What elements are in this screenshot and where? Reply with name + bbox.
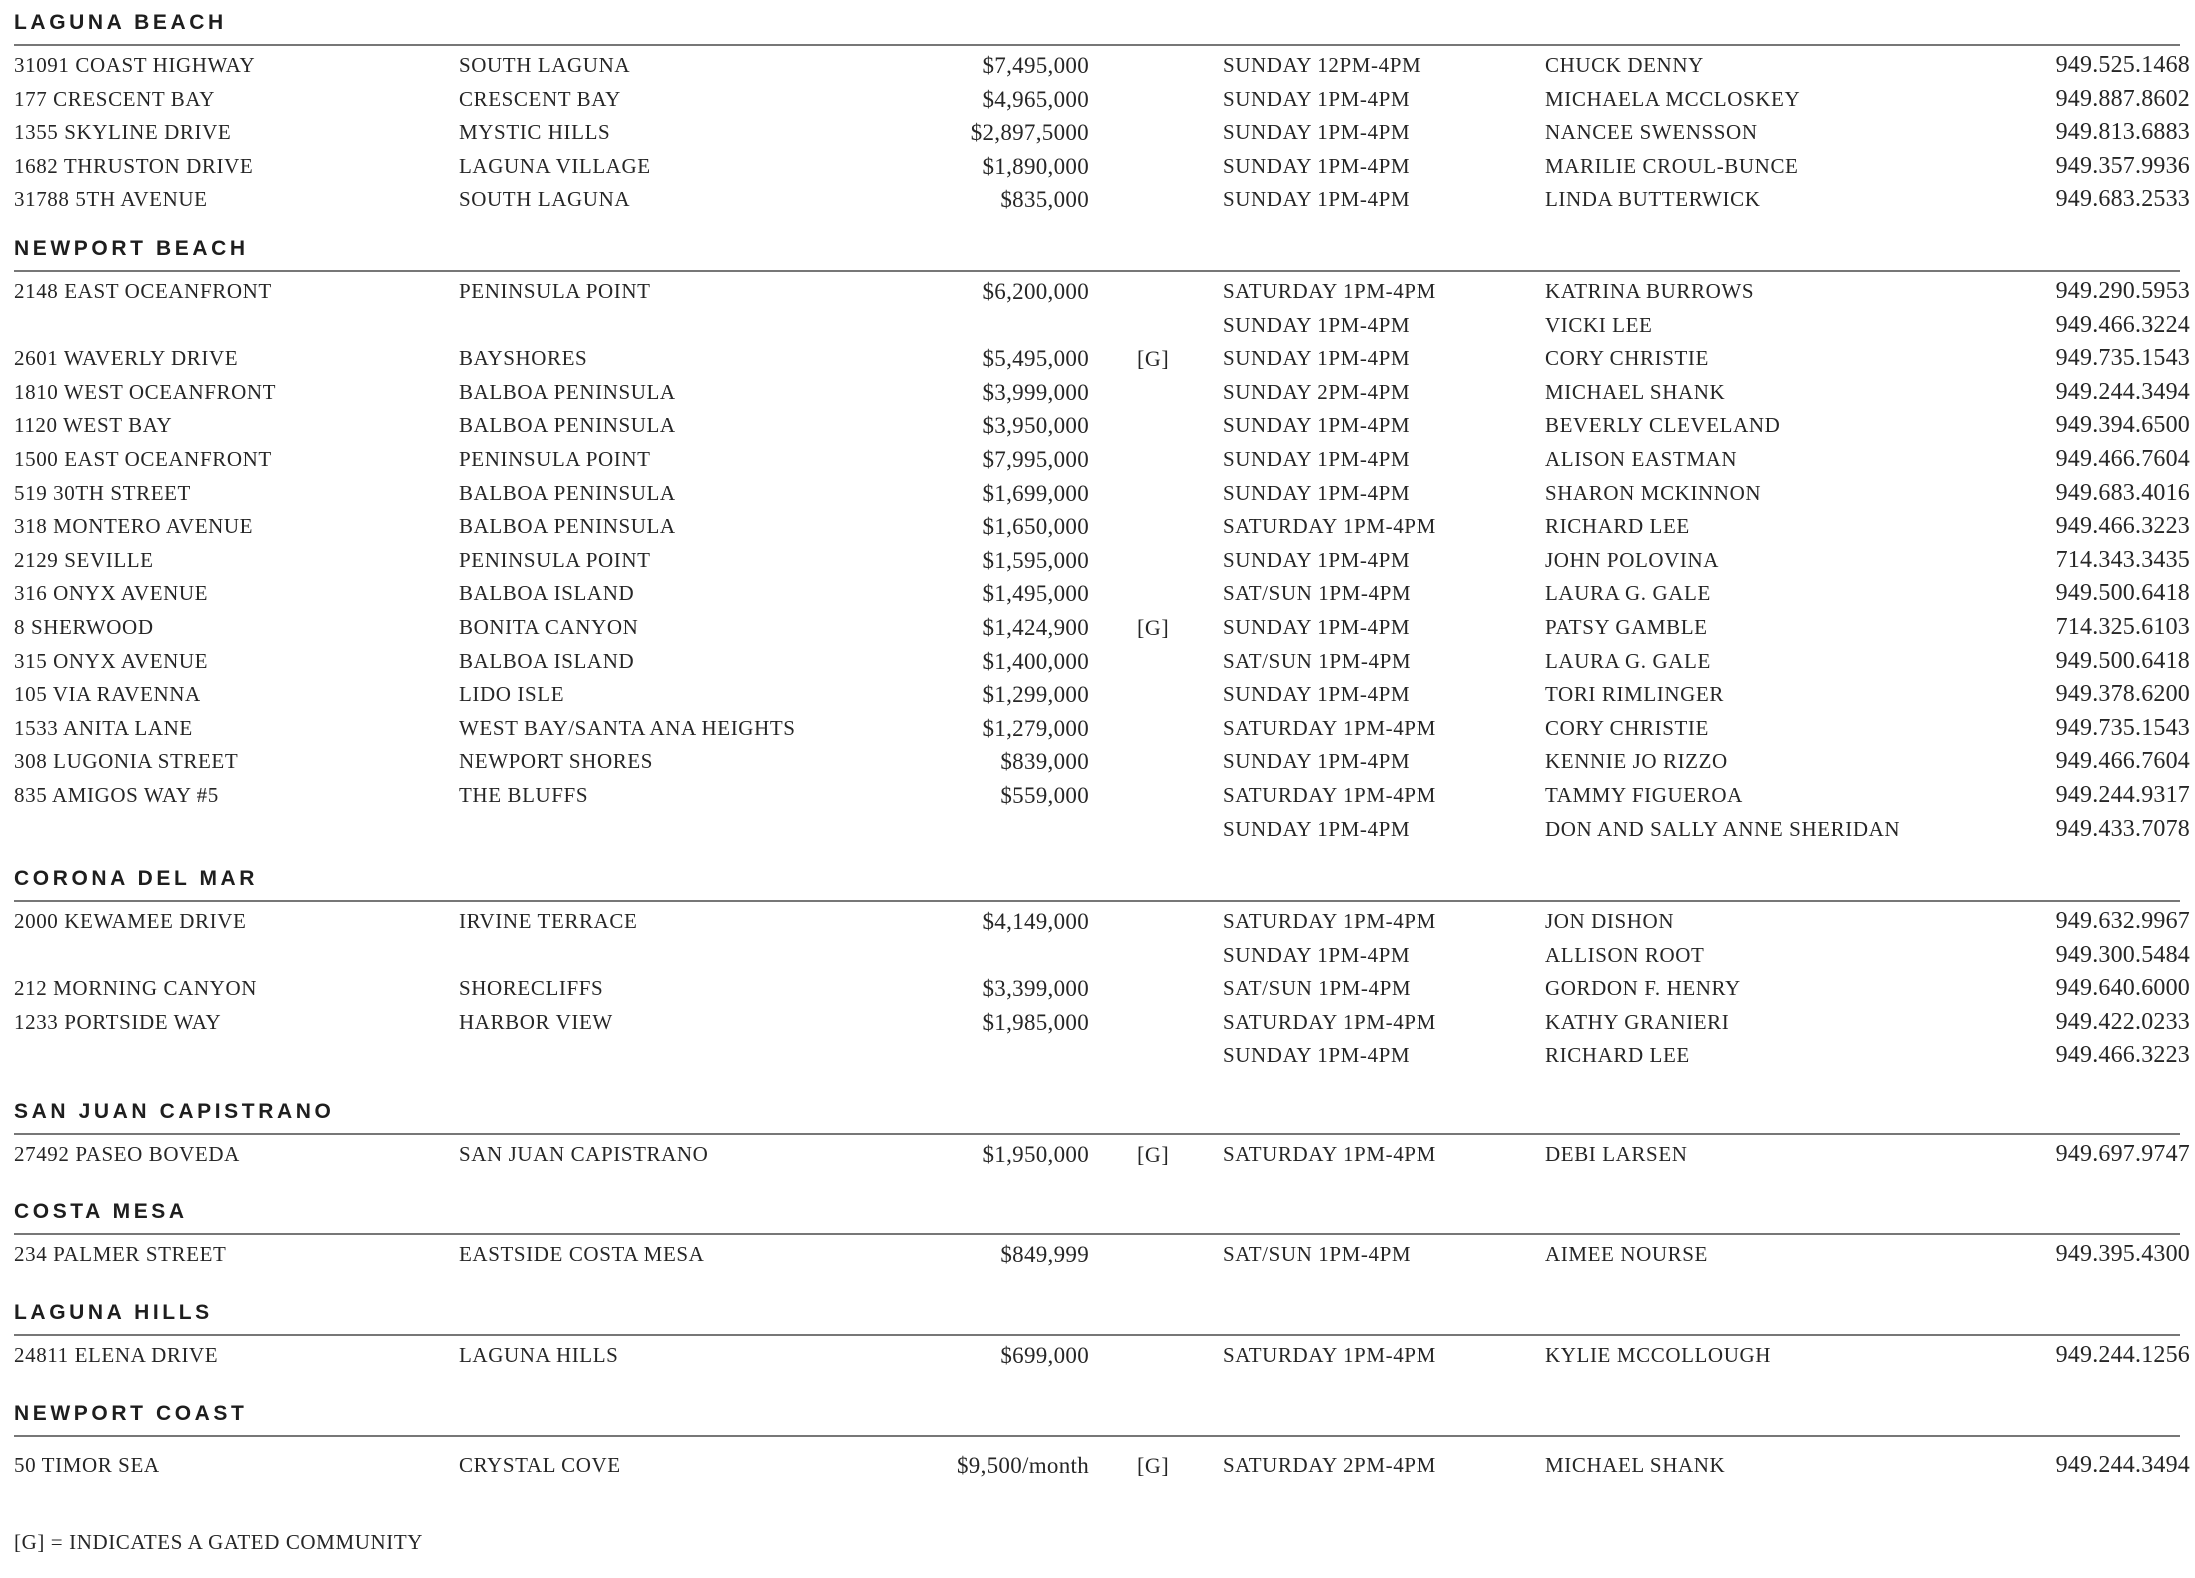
agent-name-cell: GORDON F. HENRY	[1545, 976, 1741, 1001]
listing-row	[14, 544, 2190, 577]
agent-name-cell: DEBI LARSEN	[1545, 1142, 1688, 1166]
agent-phone-cell: 949.422.0233	[2055, 1008, 2190, 1035]
price-cell: $3,999,000	[982, 379, 1089, 405]
agent-name-cell: LAURA G. GALE	[1545, 581, 1711, 606]
price-cell: $5,495,000	[982, 346, 1089, 372]
listing-row	[14, 1138, 2190, 1171]
agent-phone-cell: 949.300.5484	[2055, 941, 2190, 968]
open-house-time-cell: SUNDAY 1PM-4PM	[1223, 447, 1411, 471]
neighborhood-cell: BALBOA ISLAND	[459, 581, 635, 606]
price-cell: $4,149,000	[982, 909, 1089, 934]
neighborhood-cell: SAN JUAN CAPISTRANO	[459, 1142, 709, 1166]
address-cell: 2601 WAVERLY DRIVE	[14, 346, 239, 371]
listing-row	[14, 477, 2190, 510]
address-cell: 1500 EAST OCEANFRONT	[14, 447, 272, 471]
neighborhood-cell: HARBOR VIEW	[459, 1009, 613, 1034]
section-title: LAGUNA HILLS	[14, 1301, 213, 1324]
listing-row	[14, 905, 2190, 938]
address-cell: 315 ONYX AVENUE	[14, 648, 209, 673]
agent-phone-cell: 949.395.4300	[2055, 1241, 2190, 1267]
open-house-time-cell: SUNDAY 1PM-4PM	[1223, 682, 1411, 707]
neighborhood-cell: THE BLUFFS	[459, 783, 589, 807]
address-cell: 1355 SKYLINE DRIVE	[14, 120, 232, 145]
agent-phone-cell: 949.466.3223	[2055, 1042, 2190, 1069]
open-house-time-cell: SATURDAY 1PM-4PM	[1223, 1142, 1436, 1166]
gated-community-legend: [G] = INDICATES A GATED COMMUNITY	[14, 1530, 424, 1554]
section-divider	[14, 1334, 2180, 1336]
listing-row	[14, 183, 2190, 216]
address-cell: 318 MONTERO AVENUE	[14, 514, 254, 539]
agent-phone-cell: 949.244.3494	[2055, 1452, 2190, 1478]
agent-phone-cell: 949.500.6418	[2055, 647, 2190, 674]
price-cell: $7,995,000	[982, 447, 1089, 472]
section-title: NEWPORT COAST	[14, 1402, 248, 1425]
address-cell: 1233 PORTSIDE WAY	[14, 1009, 222, 1034]
price-cell: $1,495,000	[982, 581, 1089, 607]
agent-name-cell: VICKI LEE	[1545, 312, 1653, 337]
agent-phone-cell: 949.378.6200	[2055, 681, 2190, 708]
neighborhood-cell: IRVINE TERRACE	[459, 909, 638, 933]
agent-name-cell: NANCEE SWENSSON	[1545, 120, 1758, 145]
neighborhood-cell: BONITA CANYON	[459, 615, 639, 639]
open-house-time-cell: SAT/SUN 1PM-4PM	[1223, 1242, 1412, 1266]
open-house-time-cell: SUNDAY 1PM-4PM	[1223, 1043, 1411, 1068]
agent-phone-cell: 949.290.5953	[2055, 278, 2190, 304]
agent-name-cell: KATHY GRANIERI	[1545, 1009, 1730, 1034]
address-cell: 50 TIMOR SEA	[14, 1453, 160, 1477]
address-cell: 2148 EAST OCEANFRONT	[14, 279, 272, 303]
agent-name-cell: DON AND SALLY ANNE SHERIDAN	[1545, 816, 1901, 841]
agent-phone-cell: 949.813.6883	[2055, 119, 2190, 146]
price-cell: $1,650,000	[982, 514, 1089, 540]
agent-phone-cell: 949.466.3223	[2055, 513, 2190, 540]
agent-phone-cell: 714.343.3435	[2055, 546, 2190, 573]
agent-phone-cell: 949.433.7078	[2055, 815, 2190, 842]
listing-row	[14, 376, 2190, 409]
agent-name-cell: JOHN POLOVINA	[1545, 547, 1720, 572]
address-cell: 177 CRESCENT BAY	[14, 86, 215, 111]
agent-name-cell: CORY CHRISTIE	[1545, 715, 1709, 740]
open-house-time-cell: SUNDAY 1PM-4PM	[1223, 615, 1411, 639]
listing-row	[14, 678, 2190, 711]
neighborhood-cell: SHORECLIFFS	[459, 976, 604, 1001]
agent-phone-cell: 949.735.1543	[2055, 714, 2190, 741]
neighborhood-cell: CRYSTAL COVE	[459, 1453, 621, 1477]
price-cell: $1,279,000	[982, 715, 1089, 741]
address-cell: 835 AMIGOS WAY #5	[14, 783, 219, 807]
open-house-time-cell: SATURDAY 2PM-4PM	[1223, 1453, 1436, 1477]
open-house-time-cell: SUNDAY 1PM-4PM	[1223, 187, 1411, 212]
address-cell: 2129 SEVILLE	[14, 547, 154, 572]
agent-name-cell: CORY CHRISTIE	[1545, 346, 1709, 371]
neighborhood-cell: PENINSULA POINT	[459, 279, 651, 303]
open-house-time-cell: SATURDAY 1PM-4PM	[1223, 1343, 1436, 1367]
agent-phone-cell: 949.244.3494	[2055, 378, 2190, 405]
gated-indicator: [G]	[1137, 346, 1170, 372]
price-cell: $559,000	[1000, 783, 1089, 808]
section-title: LAGUNA BEACH	[14, 11, 227, 34]
agent-phone-cell: 949.632.9967	[2055, 908, 2190, 934]
address-cell: 234 PALMER STREET	[14, 1242, 227, 1266]
open-house-time-cell: SATURDAY 1PM-4PM	[1223, 715, 1436, 740]
agent-name-cell: KENNIE JO RIZZO	[1545, 749, 1728, 774]
price-cell: $1,424,900	[982, 615, 1089, 640]
price-cell: $1,299,000	[982, 682, 1089, 708]
neighborhood-cell: BALBOA PENINSULA	[459, 413, 676, 438]
agent-name-cell: TAMMY FIGUEROA	[1545, 783, 1743, 807]
price-cell: $1,950,000	[982, 1142, 1089, 1167]
agent-phone-cell: 714.325.6103	[2055, 614, 2190, 640]
agent-name-cell: MARILIE CROUL-BUNCE	[1545, 153, 1799, 178]
open-house-time-cell: SAT/SUN 1PM-4PM	[1223, 648, 1412, 673]
address-cell: 519 30TH STREET	[14, 480, 191, 505]
neighborhood-cell: LAGUNA VILLAGE	[459, 153, 651, 178]
address-cell: 1810 WEST OCEANFRONT	[14, 379, 277, 404]
section-divider	[14, 270, 2180, 272]
agent-phone-cell: 949.244.1256	[2055, 1342, 2190, 1368]
listing-row	[14, 712, 2190, 745]
section-divider	[14, 44, 2180, 46]
open-house-time-cell: SUNDAY 1PM-4PM	[1223, 413, 1411, 438]
listing-row	[14, 645, 2190, 678]
open-house-time-cell: SUNDAY 1PM-4PM	[1223, 153, 1411, 178]
section-divider	[14, 900, 2180, 902]
price-cell: $1,699,000	[982, 480, 1089, 506]
listing-row	[14, 116, 2190, 149]
section-title: COSTA MESA	[14, 1200, 188, 1223]
agent-name-cell: LAURA G. GALE	[1545, 648, 1711, 673]
agent-phone-cell: 949.244.9317	[2055, 782, 2190, 808]
listing-row	[14, 443, 2190, 476]
address-cell: 27492 PASEO BOVEDA	[14, 1142, 240, 1166]
open-house-time-cell: SATURDAY 1PM-4PM	[1223, 783, 1436, 807]
address-cell: 316 ONYX AVENUE	[14, 581, 209, 606]
price-cell: $4,965,000	[982, 86, 1089, 112]
address-cell: 105 VIA RAVENNA	[14, 682, 201, 707]
agent-name-cell: RICHARD LEE	[1545, 1043, 1690, 1068]
listing-row	[14, 745, 2190, 778]
open-house-time-cell: SUNDAY 1PM-4PM	[1223, 749, 1411, 774]
neighborhood-cell: MYSTIC HILLS	[459, 120, 611, 145]
address-cell: 1682 THRUSTON DRIVE	[14, 153, 254, 178]
listing-row	[14, 342, 2190, 375]
agent-phone-cell: 949.357.9936	[2055, 152, 2190, 179]
agent-phone-cell: 949.640.6000	[2055, 975, 2190, 1002]
section-divider	[14, 1133, 2180, 1135]
neighborhood-cell: BALBOA ISLAND	[459, 648, 635, 673]
section-title: SAN JUAN CAPISTRANO	[14, 1100, 335, 1123]
listing-row	[14, 409, 2190, 442]
agent-phone-cell: 949.683.4016	[2055, 479, 2190, 506]
agent-name-cell: ALISON EASTMAN	[1545, 447, 1738, 471]
gated-indicator: [G]	[1137, 1453, 1170, 1478]
address-cell: 1533 ANITA LANE	[14, 715, 193, 740]
listing-row	[14, 150, 2190, 183]
neighborhood-cell: SOUTH LAGUNA	[459, 187, 631, 212]
agent-name-cell: AIMEE NOURSE	[1545, 1242, 1708, 1266]
agent-phone-cell: 949.466.7604	[2055, 748, 2190, 775]
address-cell: 1120 WEST BAY	[14, 413, 173, 438]
price-cell: $699,000	[1000, 1343, 1089, 1368]
listing-row	[14, 275, 2190, 308]
agent-name-cell: PATSY GAMBLE	[1545, 615, 1708, 639]
section-divider	[14, 1435, 2180, 1437]
listing-row	[14, 577, 2190, 610]
open-house-time-cell: SUNDAY 1PM-4PM	[1223, 86, 1411, 111]
agent-phone-cell: 949.466.7604	[2055, 446, 2190, 472]
open-house-time-cell: SATURDAY 1PM-4PM	[1223, 514, 1436, 539]
agent-phone-cell: 949.466.3224	[2055, 311, 2190, 338]
open-house-time-cell: SATURDAY 1PM-4PM	[1223, 1009, 1436, 1034]
open-house-time-cell: SUNDAY 1PM-4PM	[1223, 312, 1411, 337]
listing-row	[14, 1039, 2190, 1072]
agent-name-cell: RICHARD LEE	[1545, 514, 1690, 539]
gated-indicator: [G]	[1137, 615, 1170, 640]
neighborhood-cell: LAGUNA HILLS	[459, 1343, 619, 1367]
neighborhood-cell: NEWPORT SHORES	[459, 749, 654, 774]
price-cell: $6,200,000	[982, 279, 1089, 304]
agent-name-cell: TORI RIMLINGER	[1545, 682, 1724, 707]
address-cell: 212 MORNING CANYON	[14, 976, 257, 1001]
agent-name-cell: ALLISON ROOT	[1545, 942, 1705, 967]
listing-row	[14, 779, 2190, 812]
listing-row	[14, 972, 2190, 1005]
price-cell: $7,495,000	[982, 53, 1089, 78]
agent-name-cell: KATRINA BURROWS	[1545, 279, 1755, 303]
neighborhood-cell: PENINSULA POINT	[459, 447, 651, 471]
agent-name-cell: CHUCK DENNY	[1545, 53, 1704, 77]
open-house-time-cell: SAT/SUN 1PM-4PM	[1223, 976, 1412, 1001]
address-cell: 308 LUGONIA STREET	[14, 749, 239, 774]
address-cell: 31091 COAST HIGHWAY	[14, 53, 256, 77]
agent-name-cell: KYLIE MCCOLLOUGH	[1545, 1343, 1771, 1367]
open-house-time-cell: SUNDAY 2PM-4PM	[1223, 379, 1411, 404]
section-title: CORONA DEL MAR	[14, 867, 259, 890]
listing-row	[14, 510, 2190, 543]
listing-row	[14, 49, 2190, 82]
price-cell: $1,400,000	[982, 648, 1089, 674]
neighborhood-cell: BALBOA PENINSULA	[459, 480, 676, 505]
price-cell: $839,000	[1000, 749, 1089, 775]
listing-row	[14, 611, 2190, 644]
open-house-time-cell: SUNDAY 1PM-4PM	[1223, 346, 1411, 371]
price-cell: $2,897,5000	[970, 120, 1089, 146]
listing-row	[14, 83, 2190, 116]
address-cell: 24811 ELENA DRIVE	[14, 1343, 219, 1367]
neighborhood-cell: BALBOA PENINSULA	[459, 379, 676, 404]
section-title: NEWPORT BEACH	[14, 237, 249, 260]
listing-row	[14, 309, 2190, 342]
neighborhood-cell: PENINSULA POINT	[459, 547, 651, 572]
agent-phone-cell: 949.525.1468	[2055, 52, 2190, 78]
neighborhood-cell: SOUTH LAGUNA	[459, 53, 631, 77]
open-house-time-cell: SATURDAY 1PM-4PM	[1223, 279, 1436, 303]
neighborhood-cell: CRESCENT BAY	[459, 86, 621, 111]
agent-phone-cell: 949.735.1543	[2055, 345, 2190, 372]
neighborhood-cell: BALBOA PENINSULA	[459, 514, 676, 539]
listing-row	[14, 1339, 2190, 1372]
listing-row	[14, 813, 2190, 846]
open-house-time-cell: SAT/SUN 1PM-4PM	[1223, 581, 1412, 606]
agent-phone-cell: 949.683.2533	[2055, 186, 2190, 213]
agent-phone-cell: 949.394.6500	[2055, 412, 2190, 439]
price-cell: $1,890,000	[982, 153, 1089, 179]
agent-name-cell: LINDA BUTTERWICK	[1545, 187, 1761, 212]
agent-name-cell: MICHAEL SHANK	[1545, 1453, 1726, 1477]
address-cell: 31788 5TH AVENUE	[14, 187, 208, 212]
neighborhood-cell: BAYSHORES	[459, 346, 588, 371]
neighborhood-cell: EASTSIDE COSTA MESA	[459, 1242, 705, 1266]
agent-phone-cell: 949.697.9747	[2055, 1141, 2190, 1167]
open-house-time-cell: SUNDAY 1PM-4PM	[1223, 942, 1411, 967]
agent-name-cell: SHARON MCKINNON	[1545, 480, 1762, 505]
agent-name-cell: MICHAELA MCCLOSKEY	[1545, 86, 1801, 111]
agent-name-cell: BEVERLY CLEVELAND	[1545, 413, 1781, 438]
price-cell: $1,985,000	[982, 1009, 1089, 1035]
agent-phone-cell: 949.500.6418	[2055, 580, 2190, 607]
open-house-time-cell: SUNDAY 1PM-4PM	[1223, 816, 1411, 841]
open-house-time-cell: SUNDAY 1PM-4PM	[1223, 120, 1411, 145]
open-house-time-cell: SUNDAY 1PM-4PM	[1223, 547, 1411, 572]
price-cell: $849,999	[1000, 1242, 1089, 1267]
neighborhood-cell: LIDO ISLE	[459, 682, 565, 707]
address-cell: 2000 KEWAMEE DRIVE	[14, 909, 247, 933]
listing-row	[14, 1006, 2190, 1039]
listing-row	[14, 1238, 2190, 1271]
neighborhood-cell: WEST BAY/SANTA ANA HEIGHTS	[459, 715, 796, 740]
open-house-time-cell: SUNDAY 12PM-4PM	[1223, 53, 1422, 77]
address-cell: 8 SHERWOOD	[14, 615, 154, 639]
gated-indicator: [G]	[1137, 1142, 1170, 1167]
open-house-time-cell: SATURDAY 1PM-4PM	[1223, 909, 1436, 933]
agent-name-cell: MICHAEL SHANK	[1545, 379, 1726, 404]
listing-row	[14, 939, 2190, 972]
price-cell: $9,500/month	[956, 1453, 1089, 1478]
listing-row	[14, 1449, 2190, 1482]
agent-name-cell: JON DISHON	[1545, 909, 1675, 933]
price-cell: $835,000	[1000, 187, 1089, 213]
section-divider	[14, 1233, 2180, 1235]
price-cell: $3,399,000	[982, 976, 1089, 1002]
open-house-time-cell: SUNDAY 1PM-4PM	[1223, 480, 1411, 505]
price-cell: $3,950,000	[982, 413, 1089, 439]
agent-phone-cell: 949.887.8602	[2055, 85, 2190, 112]
price-cell: $1,595,000	[982, 547, 1089, 573]
